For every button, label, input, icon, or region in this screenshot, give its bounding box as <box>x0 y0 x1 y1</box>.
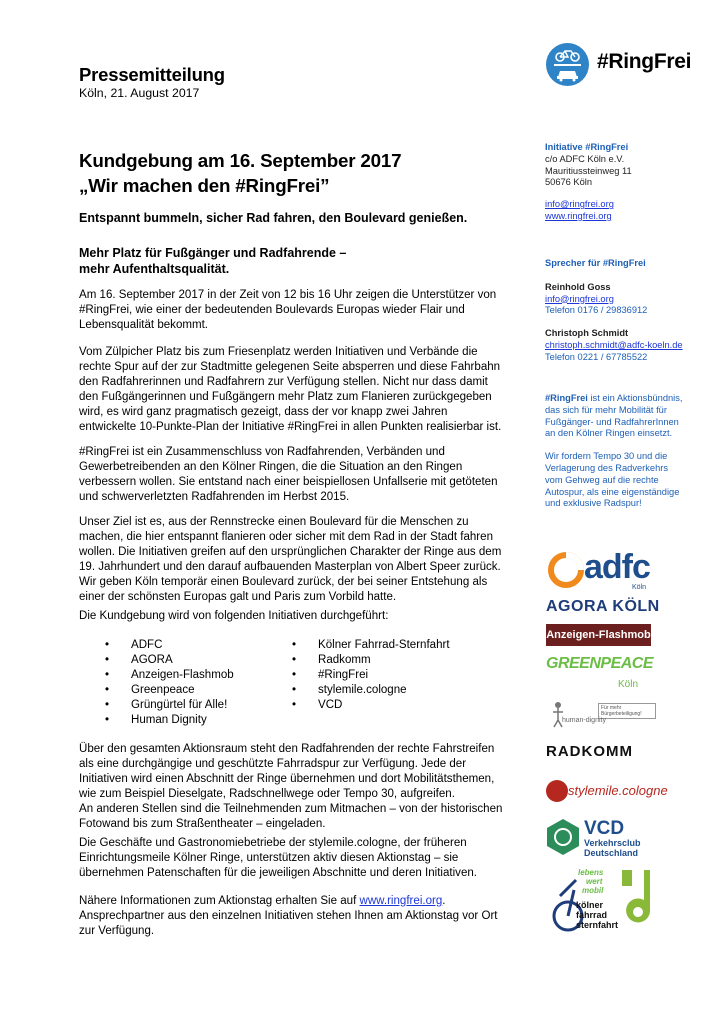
list-item: • VCD <box>288 698 450 713</box>
speaker-name: Christoph Schmidt <box>545 328 629 339</box>
text-line: #RingFrei ist ein Zusammenschluss von Radfahrenden, Verbänden und <box>79 446 445 458</box>
text-line: einer der schönsten Europas galt und Paris zum Vorbild hatte. <box>79 591 397 604</box>
text-line: Initiativen wird einen Abschnitt der Ringe übernehmen und dort Mobilitätsthemen, <box>79 773 495 786</box>
greenpeace-city: Köln <box>618 679 639 690</box>
list-item: • Human Dignity <box>101 713 234 728</box>
about-line: das sich für mehr Mobilität für <box>545 404 667 415</box>
text-line: zur Verfügung. <box>79 925 155 938</box>
adfc-wordmark: adfc <box>584 548 650 586</box>
speaker-phone: Telefon 0221 / 67785522 <box>545 351 648 362</box>
text-line: Am 16. September 2017 in der Zeit von 12 bis 16 Uhr zeigen die Unterstützer von <box>79 289 497 301</box>
text-line: und schwerverletzten Radfahrenden im Herbst 2015. <box>79 491 350 504</box>
adfc-city: Köln <box>632 584 647 591</box>
speakers-heading: Sprecher für #RingFrei <box>545 258 646 268</box>
text-line: Wir geben Köln temporär einen Boulevard zurück, der bei seiner Entstehung als <box>79 576 488 589</box>
subheading-line2: mehr Aufenthaltsqualität. <box>79 262 230 276</box>
text-line: Unser Ziel ist es, aus der Rennstrecke einen Boulevard für die Menschen zu <box>79 516 469 528</box>
about-line: Wir fordern Tempo 30 und die <box>545 451 668 462</box>
org-name: Initiative #RingFrei <box>545 142 629 152</box>
text-line: den Radfahrerinnen und Radfahrern zur Verfügung stellen. Nicht nur dass damit <box>79 376 488 389</box>
stylemile-logo <box>546 778 668 806</box>
speaker-email-link[interactable]: christoph.schmidt@adfc-koeln.de <box>545 339 683 350</box>
org-email-link[interactable]: info@ringfrei.org <box>545 199 614 210</box>
sternfahrt-line: sternfahrt <box>576 920 619 930</box>
vcd-subtitle <box>584 838 641 858</box>
paragraph-1 <box>79 288 529 333</box>
text-line: Die Geschäfte und Gastronomiebetriebe der stylemile.cologne, der früheren <box>79 837 467 849</box>
text-line: als eine durchgängige und geschützte Fahrradspur zur Verfügung. Jede der <box>79 758 467 771</box>
text-line <box>79 894 529 909</box>
text-line: Über den gesamten Aktionsraum steht den Radfahrenden der rechte Fahrstreifen <box>79 743 495 755</box>
text-line: Vom Zülpicher Platz bis zum Friesenplatz werden Initiativen und Verbände die <box>79 346 478 358</box>
about-line: Autospur, als eine eigenständige <box>545 486 680 497</box>
about-line: Fußgänger- und RadfahrerInnen <box>545 416 679 427</box>
greenpeace-logo <box>546 655 656 695</box>
radkomm-logo: RADKOMM <box>546 743 633 760</box>
human-dignity-wordmark: human-dignity <box>562 717 606 724</box>
paragraph-3 <box>79 445 529 505</box>
stylemile-wordmark: stylemile.cologne <box>568 783 668 798</box>
paragraph-5 <box>79 609 529 624</box>
text-line: An anderen Stellen sind die Teilnehmenden zum Mitmachen – von der historischen <box>79 803 503 816</box>
gruenguertel-logo-icon <box>622 870 652 924</box>
about-line <box>545 393 682 405</box>
speaker-phone: Telefon 0176 / 29836912 <box>545 305 648 316</box>
paragraph-4 <box>79 515 529 606</box>
list-item: • #RingFrei <box>288 668 450 683</box>
speaker-email-link[interactable]: info@ringfrei.org <box>545 293 614 304</box>
vcd-logo <box>546 818 656 858</box>
sternfahrt-line: fahrrad <box>576 910 608 920</box>
speaker-name: Reinhold Goss <box>545 281 611 292</box>
headline <box>79 148 401 198</box>
sternfahrt-logo <box>546 868 656 938</box>
paragraph-6 <box>79 742 529 833</box>
vcd-shield-icon <box>546 818 580 856</box>
text-line: den Fußgängerinnen und Fußgängern mehr Platz zum Flanieren zurückgegeben <box>79 391 492 404</box>
list-item: • Anzeigen-Flashmob <box>101 668 234 683</box>
document-date: Köln, 21. August 2017 <box>79 86 200 100</box>
lebenswert-line: lebens <box>578 868 604 877</box>
vcd-wordmark: VCD <box>584 818 625 839</box>
list-item: • Radkomm <box>288 653 450 668</box>
text-line: entwickelte 10-Punkte-Plan der Initiative #RingFrei in allen Punkten realisierbar ist. <box>79 421 502 434</box>
lebenswert-line: wert <box>586 877 603 886</box>
sidebar-contact <box>545 142 632 223</box>
stylemile-mark-icon <box>546 780 568 802</box>
subheading-line1: Mehr Platz für Fußgänger und Radfahrende – <box>79 246 347 260</box>
text-line: machen, die hier entspannt flanieren oder sicher mit dem Rad in der Stadt fahren <box>79 531 493 544</box>
address-line: c/o ADFC Köln e.V. <box>545 153 625 164</box>
sternfahrt-wordmark <box>576 900 618 930</box>
flashmob-logo: Anzeigen-Flashmob <box>546 624 651 646</box>
about-line: vom Gehweg auf die rechte <box>545 474 659 485</box>
ringfrei-logo-icon <box>546 43 589 86</box>
address-line: 50676 Köln <box>545 177 593 188</box>
list-item: • stylemile.cologne <box>288 683 450 698</box>
text-line: Einrichtungsmeile Kölner Ringe, unterstützen aktiv diesen Aktionstag – sie <box>79 852 459 865</box>
about-line: Verlagerung des Radverkehrs <box>545 462 668 473</box>
initiatives-list-col2 <box>288 638 450 713</box>
document-title: Pressemitteilung <box>79 64 225 85</box>
list-item: • Grüngürtel für Alle! <box>101 698 234 713</box>
text-line: wie zum Beispiel Dieselgate, Radschnellwege oder Tempo 30, aufgreifen. <box>79 788 455 801</box>
info-prefix: Nähere Informationen zum Aktionstag erhalten Sie auf <box>79 895 360 907</box>
list-item: • Greenpeace <box>101 683 234 698</box>
text-line: übernehmen Patenschaften für die jeweiligen Abschnitte und deren Initiativen. <box>79 867 477 880</box>
greenpeace-wordmark: GREENPEACE <box>546 655 654 672</box>
paragraph-2 <box>79 345 529 436</box>
about-text: ist ein Aktionsbündnis, <box>587 393 683 403</box>
lebenswert-line: mobil <box>582 886 604 895</box>
human-dignity-tagline: Für mehr Bürgerbeteiligung! <box>598 703 656 719</box>
adfc-logo <box>546 548 656 592</box>
text-line: wollen. Die Initiativen greifen auf den ursprünglichen Charakter der Ringe aus dem <box>79 546 502 559</box>
headline-line1: Kundgebung am 16. September 2017 <box>79 150 402 171</box>
text-line: 19. Jahrhundert und den darauf aufbauenden Masterplan von Albert Speer zurück. <box>79 561 501 574</box>
lebenswert-wordmark <box>578 868 603 895</box>
address-line: Mauritiussteinweg 11 <box>545 165 632 176</box>
text-line: Gewerbetreibenden an den Kölner Ringen, die die Situation an den Ringen <box>79 461 463 474</box>
text-line: wird, es wird ganz pragmatisch gezeigt, dass der vor knapp zwei Jahren <box>79 406 448 419</box>
text-line: #RingFrei, wie einer der bedeutenden Boulevards Europas wieder Flair und <box>79 304 465 317</box>
about-brand: #RingFrei <box>545 393 588 403</box>
sidebar-about <box>545 393 682 510</box>
text-line: Die Kundgebung wird von folgenden Initiativen durchgeführt: <box>79 610 389 622</box>
text-line: verbessern wollen. Sie entstand nach einer beispiellosen Unfallserie mit getöteten <box>79 476 498 489</box>
list-item: • AGORA <box>101 653 234 668</box>
initiatives-list-col1 <box>101 638 234 728</box>
text-line: Fotowand bis zum Straßentheater – eingeladen. <box>79 818 326 831</box>
human-dignity-logo <box>546 700 656 730</box>
sternfahrt-line: kölner <box>576 900 604 910</box>
text-line: Lebensqualität bekommt. <box>79 319 209 332</box>
list-item: • Kölner Fahrrad-Sternfahrt <box>288 638 450 653</box>
brand-name: #RingFrei <box>597 50 692 73</box>
paragraph-7 <box>79 836 529 881</box>
org-web-link[interactable]: www.ringfrei.org <box>545 210 612 221</box>
text-line: rechte Spur auf der zur Stadtmitte gelegenen Seite absperren und diese Fahrbahn <box>79 361 501 374</box>
about-line: an den Kölner Ringen einsetzt. <box>545 428 673 439</box>
agora-logo: AGORA KÖLN <box>546 598 660 615</box>
paragraph-8 <box>79 894 529 939</box>
subheading <box>79 245 346 277</box>
lead-text: Entspannt bummeln, sicher Rad fahren, den Boulevard genießen. <box>79 211 468 225</box>
list-item: • ADFC <box>101 638 234 653</box>
ringfrei-website-link[interactable]: www.ringfrei.org <box>359 895 443 907</box>
vcd-subtitle-line: Deutschland <box>584 848 639 858</box>
info-suffix: . <box>442 895 446 907</box>
about-line: und exklusive Radspur! <box>545 498 642 509</box>
sidebar-speakers <box>545 258 683 364</box>
headline-line2: „Wir machen den #RingFrei” <box>79 175 330 196</box>
text-line: Ansprechpartner aus den einzelnen Initiativen stehen Ihnen am Aktionstag vor Ort <box>79 910 498 923</box>
vcd-subtitle-line: Verkehrsclub <box>584 838 641 848</box>
